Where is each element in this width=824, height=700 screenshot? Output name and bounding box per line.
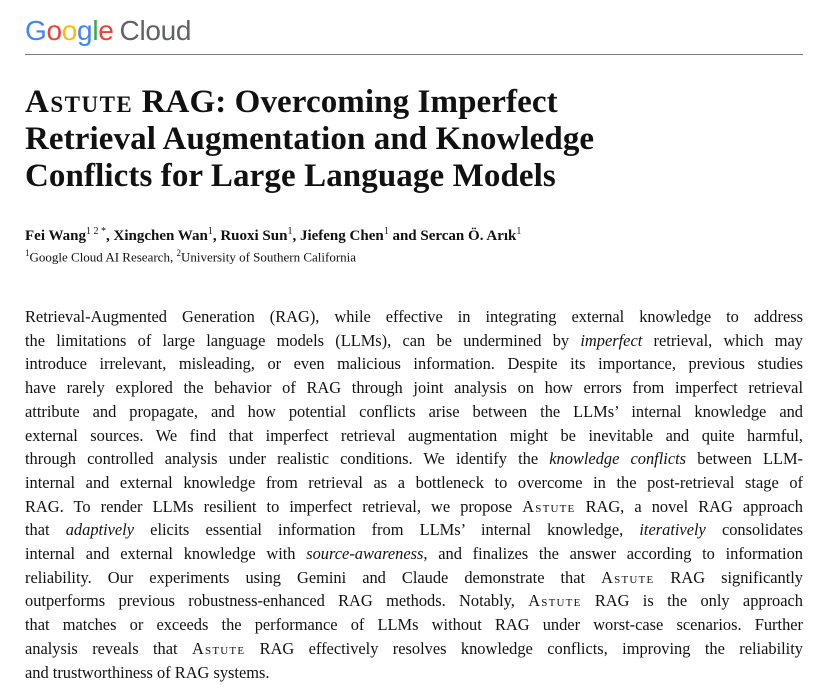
emphasized-term: source-awareness [306,544,424,564]
author-separator: , [212,228,221,244]
author-separator: and [388,228,421,244]
abstract-text: , and finalizes the answer according to information [423,544,803,564]
author-name: Fei Wang [25,228,86,244]
author-name: Sercan Ö. Arık [420,228,517,244]
title-small-caps: Astute [25,84,134,120]
abstract-text: RAG. To render LLMs resilient to imperfect retrieval, we propose [25,496,523,516]
abstract-text: the limitations of large language models (LLMs), can be undermined by [25,330,581,350]
abstract-text: attribute and propagate, and how potential conflicts arise between the LLMs’ internal knowledge and [25,401,803,421]
abstract-line [25,661,803,685]
author-separator: , [105,228,114,244]
affiliation-separator: , [169,249,177,265]
abstract-line [25,542,803,566]
affiliation-mark: 1 [25,248,30,258]
header-divider [25,54,803,55]
method-name: Astute [528,591,582,611]
logo-letter: o [46,15,62,46]
abstract-line [25,637,803,661]
abstract-text: external sources. We find that imperfect retrieval augmentation might be inevitable and quite harmful, [25,425,803,445]
affiliation-mark: 2 [176,248,181,258]
logo-letter: l [92,15,99,46]
abstract-text: that [25,520,66,540]
abstract-text: through controlled analysis under realistic conditions. We identify the [25,449,550,469]
emphasized-term: adaptively [65,520,135,540]
abstract-line [25,589,803,613]
author-separator: , [292,228,300,244]
abstract-text: internal and external knowledge from retrieval as a bottleneck to overcome in the post-retrieval stage of [25,472,803,492]
title-line-3: Conflicts for Large Language Models [25,158,556,194]
method-name: Astute [601,567,655,587]
title-rest: RAG: Overcoming Imperfect [133,84,558,120]
abstract-text: elicits essential information from LLMs’ internal knowledge, [134,520,640,540]
abstract-text: and trustworthiness of RAG systems. [25,662,270,682]
abstract-line [25,376,803,400]
author-list [25,226,521,245]
method-name: Astute [191,638,246,658]
abstract-text: RAG effectively resolves knowledge conflicts, improving the reliability [245,638,803,658]
paper-title [25,84,785,195]
logo-letter: e [98,15,114,46]
abstract [25,305,803,684]
abstract-text: internal and external knowledge with [25,544,307,564]
abstract-text: have rarely explored the behavior of RAG through joint analysis on how errors from imperfect retrieval [25,378,803,398]
abstract-text: outperforms previous robustness-enhanced RAG methods. Notably, [25,591,529,611]
header [25,14,803,48]
abstract-text: RAG is the only approach [581,591,803,611]
abstract-text: retrieval, which may [642,330,803,350]
abstract-line [25,471,803,495]
abstract-text: RAG significantly [654,567,804,587]
affiliation-name: Google Cloud AI Research [29,249,170,265]
abstract-text: reliability. Our experiments using Gemini and Claude demonstrate that [25,567,602,587]
abstract-line [25,518,803,542]
emphasized-term: knowledge conflicts [549,449,687,469]
abstract-line [25,305,803,329]
abstract-text: that matches or exceeds the performance of LLMs without RAG under worst-case scenarios. Further [25,615,803,635]
abstract-text: RAG, a novel RAG approach [575,496,803,516]
google-cloud-logo [25,14,803,48]
abstract-line [25,424,803,448]
abstract-text: analysis reveals that [25,638,192,658]
abstract-line [25,329,803,353]
affiliation-name: University of Southern California [180,249,357,265]
affiliations [25,248,356,265]
abstract-line [25,566,803,590]
abstract-line [25,447,803,471]
abstract-text: consolidates [705,520,803,540]
logo-letter: g [77,15,93,46]
abstract-line [25,352,803,376]
author-affiliation-mark: 1 [207,226,213,237]
emphasized-term: imperfect [580,330,643,350]
author-affiliation-mark: 1 [516,226,522,237]
logo-letter: G [25,15,47,46]
logo-word-cloud: Cloud [119,15,192,46]
logo-letter: o [61,15,78,46]
author-name: Ruoxi Sun [220,228,288,244]
author-name: Jiefeng Chen [299,228,384,244]
abstract-line [25,400,803,424]
abstract-line [25,613,803,637]
title-line-1 [25,84,558,120]
author-name: Xingchen Wan [113,228,208,244]
author-affiliation-mark: 1 [287,226,293,237]
abstract-text: between LLM- [686,449,803,469]
method-name: Astute [522,496,576,516]
abstract-text: Retrieval-Augmented Generation (RAG), while effective in integrating external knowledge to address [25,307,803,326]
abstract-text: introduce irrelevant, misleading, or even malicious information. Despite its importance, previous studies [25,354,803,374]
author-affiliation-mark: 1 2 * [85,226,106,237]
emphasized-term: iteratively [639,520,706,540]
abstract-line [25,495,803,519]
author-affiliation-mark: 1 [383,226,389,237]
title-line-2: Retrieval Augmentation and Knowledge [25,121,595,157]
